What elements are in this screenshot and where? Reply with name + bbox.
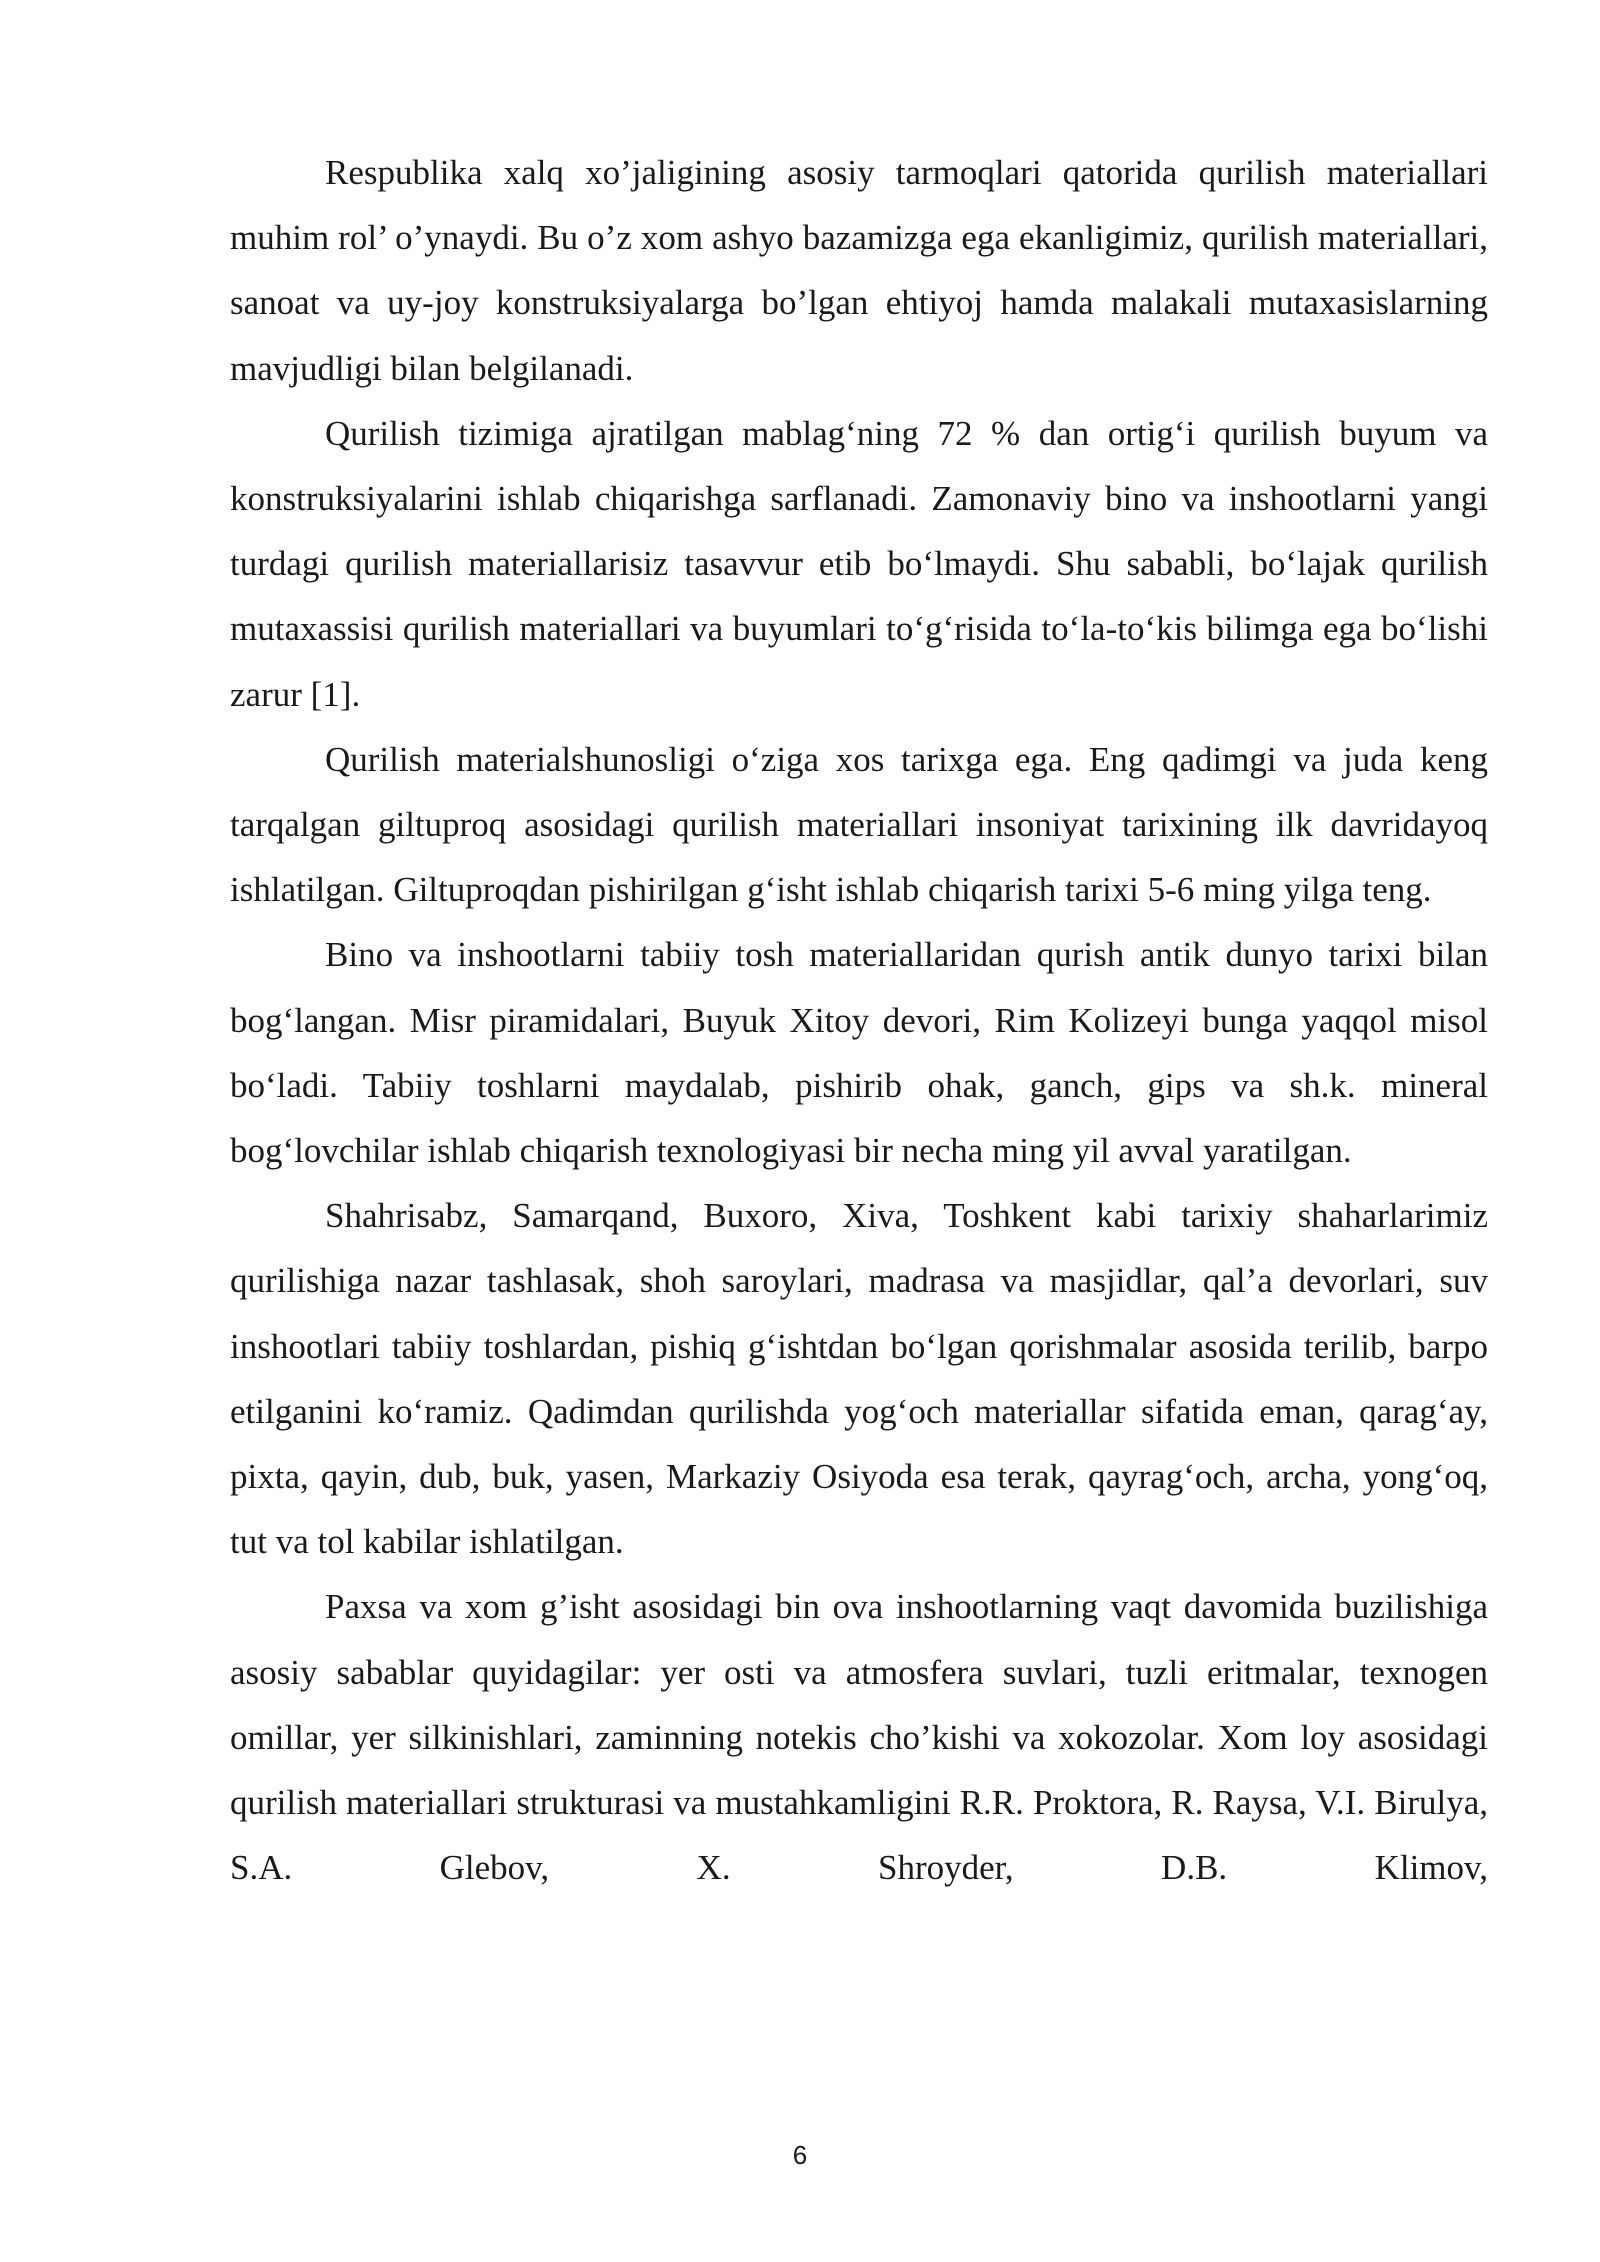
- paragraph: Qurilish materialshunosligi o‘ziga xos tarixga ega. Eng qadimgi va juda keng tarqalgan giltuproq asosidagi qurilish materiallari insoniyat tarixining ilk davridayoq ishlatilgan. Giltuproqdan pishirilgan g‘isht ishlab chiqarish tarixi 5-6 ming yilga teng.: [230, 739, 1488, 910]
- paragraph: Bino va inshootlarni tabiiy tosh materiallaridan qurish antik dunyo tarixi bilan bog‘langan. Misr piramidalari, Buyuk Xitoy devori, Rim Kolizeyi bunga yaqqol misol bo‘ladi. Tabiiy toshlarni maydalab, pishirib ohak, ganch, gips va sh.k. mineral bog‘lovchilar ishlab chiqarish texnologiyasi bir necha ming yil avval yaratilgan.: [230, 935, 1488, 1171]
- page-number: 6: [792, 2140, 808, 2170]
- document-body: [230, 140, 1488, 1900]
- paragraph: Respublika xalq xo’jaligining asosiy tarmoqlari qatorida qurilish materiallari muhim rol’ o’ynaydi. Bu o’z xom ashyo bazamizga ega ekanligimiz, qurilish materiallari, sanoat va uy-joy konstruksiyalarga bo’lgan ehtiyoj hamda malakali mutaxasislarning mavjudligi bilan belgilanadi.: [230, 153, 1488, 388]
- paragraph-last: Paxsa va xom g’isht asosidagi bin ova inshootlarning vaqt davomida buzilishiga asosiy sabablar quyidagilar: yer osti va atmosfera suvlari, tuzli eritmalar, texnogen omillar, yer silkinishlari, zaminning notekis cho’kishi va xokozolar. Xom loy asosidagi qurilish materiallari strukturasi va mustahkamligini R.R. Proktora, R. Raysa, V.I. Birulya, S.A. Glebov, X. Shroyder, D.B. Klimov,: [230, 1587, 1488, 1888]
- paragraph: Qurilish tizimiga ajratilgan mablag‘ning 72 % dan ortig‘i qurilish buyum va konstruksiyalarini ishlab chiqarishga sarflanadi. Zamonaviy bino va inshootlarni yangi turdagi qurilish materiallarisiz tasavvur etib bo‘lmaydi. Shu sababli, bo‘lajak qurilish mutaxassisi qurilish materiallari va buyumlari to‘g‘risida to‘la-to‘kis bilimga ega bo‘lishi zarur [1].: [230, 413, 1488, 714]
- paragraph: Shahrisabz, Samarqand, Buxoro, Xiva, Toshkent kabi tarixiy shaharlarimiz qurilishiga nazar tashlasak, shoh saroylari, madrasa va masjidlar, qal’a devorlari, suv inshootlari tabiiy toshlardan, pishiq g‘ishtdan bo‘lgan qorishmalar asosida terilib, barpo etilganini ko‘ramiz. Qadimdan qurilishda yog‘och materiallar sifatida eman, qarag‘ay, pixta, qayin, dub, buk, yasen, Markaziy Osiyoda esa terak, qayrag‘och, archa, yong‘oq, tut va tol kabilar ishlatilgan.: [230, 1196, 1488, 1562]
